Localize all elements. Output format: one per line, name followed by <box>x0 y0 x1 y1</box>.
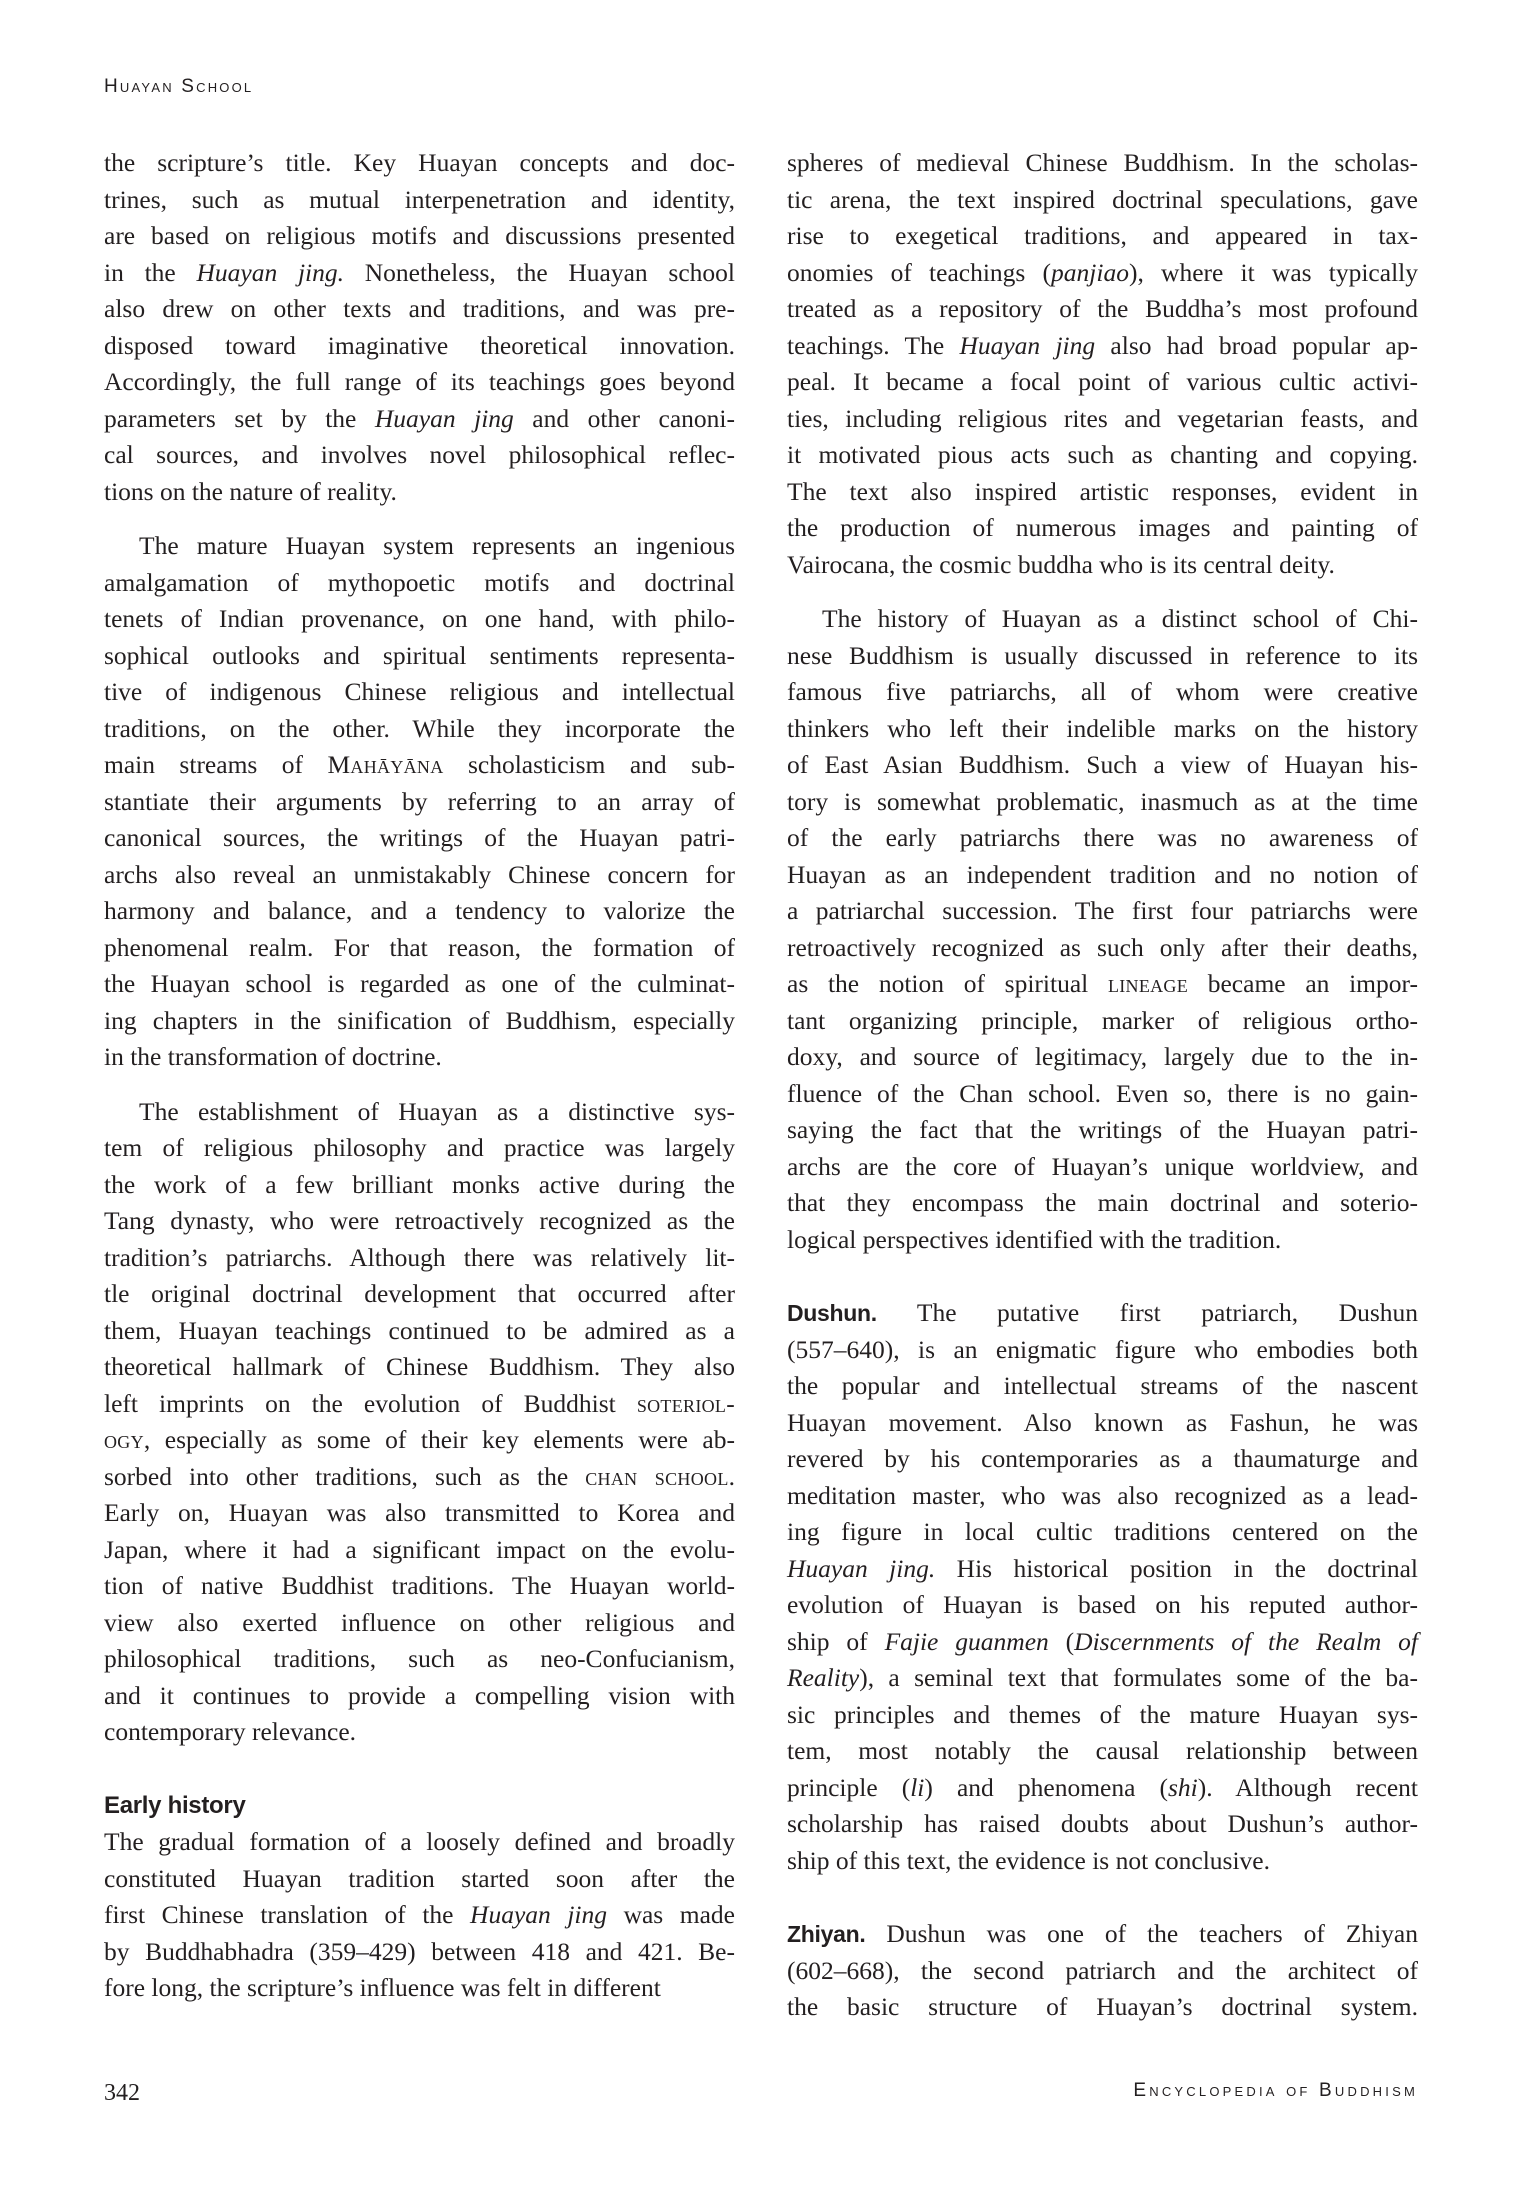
text-line <box>104 1386 735 1423</box>
text-run: tenets of Indian provenance, on one hand, with philo- <box>104 604 735 633</box>
text-run: phenomenal realm. For that reason, the formation of <box>104 932 735 962</box>
text-run: theoretical hallmark of Chinese Buddhism. They also <box>104 1352 735 1381</box>
paragraph <box>104 1824 735 2007</box>
text-line <box>104 747 735 784</box>
publication-title: Encyclopedia of Buddhism <box>1133 2080 1418 2101</box>
text-run: teachings. The <box>787 330 960 360</box>
italic-term: Huayan jing. <box>787 1553 936 1583</box>
text-line <box>104 820 735 857</box>
text-run: ship of <box>787 1626 885 1656</box>
text-run: retroactively recognized as such only after their deaths, <box>787 932 1418 962</box>
text-line <box>104 1824 735 1861</box>
text-line <box>787 1953 1418 1990</box>
text-run: archs also reveal an unmistakably Chinese concern for <box>104 859 735 889</box>
paragraph <box>104 528 735 1076</box>
text-line <box>787 1441 1418 1478</box>
text-line <box>787 255 1418 292</box>
text-line <box>104 857 735 894</box>
text-run: trines, such as mutual interpenetration and identity, <box>104 184 735 214</box>
text-line <box>787 674 1418 711</box>
text-line <box>787 1149 1418 1186</box>
text-line <box>104 893 735 930</box>
text-line <box>104 218 735 255</box>
paragraph-spacer <box>787 1258 1418 1295</box>
text-line <box>787 930 1418 967</box>
text-line <box>787 1697 1418 1734</box>
text-run: ing figure in local cultic traditions centered on the <box>787 1517 1418 1546</box>
italic-term: panjiao <box>1051 257 1129 287</box>
text-run: Vairocana, the cosmic buddha who is its central deity. <box>787 549 1335 579</box>
text-run: canonical sources, the writings of the Huayan patri- <box>104 823 735 852</box>
text-line <box>787 547 1418 584</box>
paragraph <box>104 145 735 510</box>
text-run: tive of indigenous Chinese religious and intellectual <box>104 677 735 706</box>
text-run: tem of religious philosophy and practice was largely <box>104 1133 735 1162</box>
text-line <box>104 328 735 365</box>
italic-term: Fajie guanmen <box>884 1626 1049 1656</box>
text-run: in the transformation of doctrine. <box>104 1042 442 1071</box>
text-run: left imprints on the evolution of Buddhist <box>104 1388 637 1418</box>
text-run: parameters set by the <box>104 403 375 433</box>
text-run: ) and phenomena ( <box>924 1772 1168 1802</box>
cross-reference: Mahāyāna <box>327 750 444 779</box>
italic-term: Huayan jing <box>374 403 514 433</box>
text-line <box>104 1094 735 1131</box>
text-line <box>104 638 735 675</box>
text-line <box>787 1587 1418 1624</box>
text-line <box>787 1916 1418 1953</box>
text-line <box>787 1112 1418 1149</box>
paragraph-spacer <box>104 1076 735 1094</box>
text-line <box>104 601 735 638</box>
text-run: famous five patriarchs, all of whom were creative <box>787 677 1418 706</box>
italic-term: Discernments of the Realm of <box>1074 1626 1418 1656</box>
text-line <box>104 528 735 565</box>
text-run: . <box>728 1461 735 1491</box>
text-line <box>104 1861 735 1898</box>
text-run: Early on, Huayan was also transmitted to Korea and <box>104 1498 735 1527</box>
text-line <box>104 1495 735 1532</box>
run-in-heading: Zhiyan. <box>787 1921 866 1947</box>
section-heading: Early history <box>104 1791 246 1819</box>
text-run: Tang dynasty, who were retroactively recognized as the <box>104 1206 735 1235</box>
text-line <box>104 255 735 292</box>
paragraph <box>787 1295 1418 1879</box>
text-run: (602–668), the second patriarch and the architect of <box>787 1955 1418 1985</box>
text-run: them, Huayan teachings continued to be admired as a <box>104 1315 735 1345</box>
text-line <box>787 784 1418 821</box>
text-run: also drew on other texts and traditions, and was pre- <box>104 294 735 323</box>
text-line <box>787 1843 1418 1880</box>
text-run: contemporary relevance. <box>104 1717 357 1746</box>
text-line <box>787 1478 1418 1515</box>
text-run: tle original doctrinal development that occurred after <box>104 1279 735 1308</box>
cross-reference: lineage <box>1107 969 1189 998</box>
text-line <box>787 966 1418 1003</box>
text-line <box>787 1003 1418 1040</box>
text-run: scholasticism and sub- <box>443 750 735 779</box>
text-line <box>787 638 1418 675</box>
text-line <box>787 1733 1418 1770</box>
text-run: tory is somewhat problematic, inasmuch as at the time <box>787 786 1418 816</box>
italic-term: Huayan jing <box>959 330 1096 360</box>
text-line <box>104 182 735 219</box>
text-run: amalgamation of mythopoetic motifs and doctrinal <box>104 567 735 597</box>
text-line <box>104 145 735 182</box>
text-line <box>104 674 735 711</box>
text-run: stantiate their arguments by referring to an array of <box>104 786 735 816</box>
text-line <box>787 601 1418 638</box>
text-line <box>787 182 1418 219</box>
text-line <box>787 711 1418 748</box>
cross-reference: ogy <box>104 1425 144 1454</box>
text-line <box>104 1203 735 1240</box>
text-line <box>787 1185 1418 1222</box>
text-run: thinkers who left their indelible marks on the history <box>787 713 1418 743</box>
text-run: and other canoni- <box>513 403 736 433</box>
text-run: as the notion of spiritual <box>787 969 1108 998</box>
text-line <box>787 1770 1418 1807</box>
text-line <box>787 1660 1418 1697</box>
text-line <box>104 1897 735 1934</box>
text-line <box>104 364 735 401</box>
italic-term: li <box>910 1772 925 1802</box>
text-line <box>104 401 735 438</box>
text-run: ties, including religious rites and vegetarian feasts, and <box>787 403 1418 433</box>
text-line <box>787 1295 1418 1332</box>
text-run: His historical position in the doctrinal <box>935 1553 1418 1583</box>
text-line <box>104 1240 735 1277</box>
paragraph <box>787 145 1418 583</box>
text-line <box>787 820 1418 857</box>
text-line <box>787 747 1418 784</box>
text-run: first Chinese translation of the <box>104 1900 471 1929</box>
text-run: meditation master, who was also recognized as a lead- <box>787 1480 1418 1510</box>
text-line <box>787 1405 1418 1442</box>
text-line <box>104 1422 735 1459</box>
text-run: harmony and balance, and a tendency to valorize the <box>104 896 735 925</box>
text-line <box>104 784 735 821</box>
text-run: philosophical traditions, such as neo-Confucianism, <box>104 1644 735 1673</box>
text-run: onomies of teachings ( <box>787 257 1052 287</box>
text-run: Japan, where it had a significant impact on the evolu- <box>104 1534 735 1564</box>
text-line <box>104 1349 735 1386</box>
text-run: , especially as some of their key elements were ab- <box>143 1425 735 1454</box>
text-line <box>104 1039 735 1076</box>
run-in-heading: Dushun. <box>787 1300 877 1326</box>
text-line <box>787 437 1418 474</box>
paragraph-spacer <box>787 583 1418 601</box>
text-line <box>104 1532 735 1569</box>
text-run: ( <box>1048 1626 1075 1656</box>
text-line <box>104 1934 735 1971</box>
text-run: (557–640), is an enigmatic figure who embodies both <box>787 1334 1418 1364</box>
text-line <box>104 1678 735 1715</box>
text-run: the basic structure of Huayan’s doctrinal system. <box>787 1992 1418 2021</box>
paragraph <box>787 1916 1418 2026</box>
text-run: Huayan movement. Also known as Fashun, he was <box>787 1407 1418 1437</box>
text-run: the work of a few brilliant monks active during the <box>104 1169 735 1199</box>
text-run: Huayan as an independent tradition and no notion of <box>787 859 1418 889</box>
text-run: The text also inspired artistic responses, evident in <box>787 476 1418 506</box>
text-line <box>787 364 1418 401</box>
cross-reference: soteriol- <box>636 1388 735 1418</box>
right-column <box>787 145 1418 2026</box>
text-line <box>104 565 735 602</box>
paragraph-spacer <box>787 1879 1418 1916</box>
text-run: the production of numerous images and painting of <box>787 513 1418 542</box>
text-run: are based on religious motifs and discussions presented <box>104 221 735 250</box>
text-run: peal. It became a focal point of various cultic activi- <box>787 367 1418 396</box>
text-line <box>104 1970 735 2007</box>
text-line <box>104 1130 735 1167</box>
text-run: principle ( <box>787 1772 911 1802</box>
text-run: it motivated pious acts such as chanting and copying. <box>787 440 1418 469</box>
text-run: evolution of Huayan is based on his reputed author- <box>787 1590 1418 1619</box>
text-run: doxy, and source of legitimacy, largely due to the in- <box>787 1042 1418 1071</box>
text-run: The establishment of Huayan as a distinctive sys- <box>139 1096 735 1126</box>
text-line <box>104 437 735 474</box>
text-line <box>787 1076 1418 1113</box>
text-line <box>787 401 1418 438</box>
text-run: in the <box>104 257 197 287</box>
text-line <box>104 1459 735 1496</box>
text-run: fluence of the Chan school. Even so, there is no gain- <box>787 1078 1418 1108</box>
text-run: ). Although recent <box>1197 1772 1419 1802</box>
text-line <box>787 1222 1418 1259</box>
text-run: fore long, the scripture’s influence was felt in different <box>104 1973 661 2002</box>
text-run: revered by his contemporaries as a thaumaturge and <box>787 1444 1418 1473</box>
cross-reference: chan school <box>585 1461 729 1491</box>
text-run: traditions, on the other. While they incorporate the <box>104 713 735 743</box>
text-line <box>104 1003 735 1040</box>
text-run: was made <box>607 1900 736 1929</box>
text-run: spheres of medieval Chinese Buddhism. In the scholas- <box>787 148 1418 177</box>
page-number: 342 <box>104 2080 140 2106</box>
text-line <box>787 1989 1418 2026</box>
text-run: that they encompass the main doctrinal and soterio- <box>787 1188 1418 1217</box>
italic-term: shi <box>1168 1772 1198 1802</box>
text-line <box>787 1514 1418 1551</box>
text-run: the popular and intellectual streams of the nascent <box>787 1371 1418 1400</box>
text-run: logical perspectives identified with the tradition. <box>787 1224 1282 1254</box>
text-run: sophical outlooks and spiritual sentiments representa- <box>104 640 735 670</box>
paragraph <box>787 601 1418 1258</box>
text-run: The gradual formation of a loosely defined and broadly <box>104 1827 735 1856</box>
text-run: tem, most notably the causal relationship between <box>787 1736 1418 1765</box>
text-run: of East Asian Buddhism. Such a view of Huayan his- <box>787 750 1418 779</box>
running-head: Huayan School <box>104 76 254 97</box>
text-run: the Huayan school is regarded as one of the culminat- <box>104 969 735 998</box>
text-line <box>787 893 1418 930</box>
text-line <box>104 1605 735 1642</box>
italic-term: Reality <box>787 1663 860 1692</box>
text-run: The mature Huayan system represents an ingenious <box>139 531 735 560</box>
text-run: view also exerted influence on other religious and <box>104 1607 735 1637</box>
text-line <box>787 1332 1418 1369</box>
text-run: archs are the core of Huayan’s unique worldview, and <box>787 1151 1418 1181</box>
text-line <box>787 510 1418 547</box>
text-line <box>787 328 1418 365</box>
paragraph-spacer <box>104 510 735 528</box>
text-run: Accordingly, the full range of its teachings goes beyond <box>104 367 735 396</box>
text-line <box>787 1368 1418 1405</box>
text-run: Nonetheless, the Huayan school <box>344 257 735 287</box>
text-line <box>104 930 735 967</box>
italic-term: Huayan jing <box>470 1900 608 1929</box>
text-line <box>104 1313 735 1350</box>
text-line <box>787 1806 1418 1843</box>
text-run: tions on the nature of reality. <box>104 476 397 506</box>
text-line <box>104 711 735 748</box>
text-run: ship of this text, the evidence is not conclusive. <box>787 1845 1270 1875</box>
text-line <box>104 1568 735 1605</box>
text-run: disposed toward imaginative theoretical innovation. <box>104 330 735 360</box>
text-run: ing chapters in the sinification of Buddhism, especially <box>104 1005 735 1035</box>
text-line <box>104 1167 735 1204</box>
italic-term: Huayan jing. <box>196 257 344 287</box>
text-run: constituted Huayan tradition started soon after the <box>104 1863 735 1893</box>
text-run: tic arena, the text inspired doctrinal speculations, gave <box>787 184 1418 214</box>
paragraph-spacer <box>104 1751 735 1788</box>
text-run: scholarship has raised doubts about Dushun’s author- <box>787 1809 1418 1838</box>
text-run: Dushun was one of the teachers of Zhiyan <box>865 1919 1418 1948</box>
text-run: of the early patriarchs there was no awareness of <box>787 823 1418 852</box>
text-run: The history of Huayan as a distinct school of Chi- <box>822 604 1418 633</box>
text-run: rise to exegetical traditions, and appeared in tax- <box>787 221 1418 250</box>
text-run: by Buddhabhadra (359–429) between 418 and 421. Be- <box>104 1936 735 1966</box>
text-line <box>787 474 1418 511</box>
text-run: treated as a repository of the Buddha’s most profound <box>787 294 1418 323</box>
text-line <box>787 291 1418 328</box>
text-line <box>104 1714 735 1751</box>
text-run: ), where it was typically <box>1128 257 1418 287</box>
text-run: tion of native Buddhist traditions. The Huayan world- <box>104 1571 735 1600</box>
text-run: tant organizing principle, marker of religious ortho- <box>787 1005 1418 1035</box>
text-run: saying the fact that the writings of the Huayan patri- <box>787 1115 1418 1144</box>
text-run: the scripture’s title. Key Huayan concepts and doc- <box>104 148 735 177</box>
text-line <box>104 474 735 511</box>
text-line <box>104 291 735 328</box>
text-line <box>787 1039 1418 1076</box>
text-line <box>787 1551 1418 1588</box>
paragraph <box>104 1094 735 1751</box>
text-run: ), a seminal text that formulates some of the ba- <box>859 1663 1418 1692</box>
text-run: became an impor- <box>1188 969 1418 998</box>
text-line <box>787 857 1418 894</box>
text-run: cal sources, and involves novel philosophical reflec- <box>104 440 735 469</box>
text-run: a patriarchal succession. The first four patriarchs were <box>787 896 1418 925</box>
text-run: sorbed into other traditions, such as the <box>104 1461 586 1491</box>
text-line <box>787 1624 1418 1661</box>
text-run: The putative first patriarch, Dushun <box>876 1298 1418 1327</box>
text-run: also had broad popular ap- <box>1095 330 1418 360</box>
text-run: tradition’s patriarchs. Although there was relatively lit- <box>104 1242 735 1272</box>
text-run: nese Buddhism is usually discussed in reference to its <box>787 640 1418 670</box>
text-run: main streams of <box>104 750 328 779</box>
text-run: sic principles and themes of the mature Huayan sys- <box>787 1699 1418 1729</box>
text-line <box>104 1641 735 1678</box>
text-line <box>787 145 1418 182</box>
text-run: and it continues to provide a compelling vision with <box>104 1680 735 1710</box>
text-line <box>104 1276 735 1313</box>
left-column <box>104 145 735 2007</box>
text-line <box>787 218 1418 255</box>
text-line <box>104 966 735 1003</box>
